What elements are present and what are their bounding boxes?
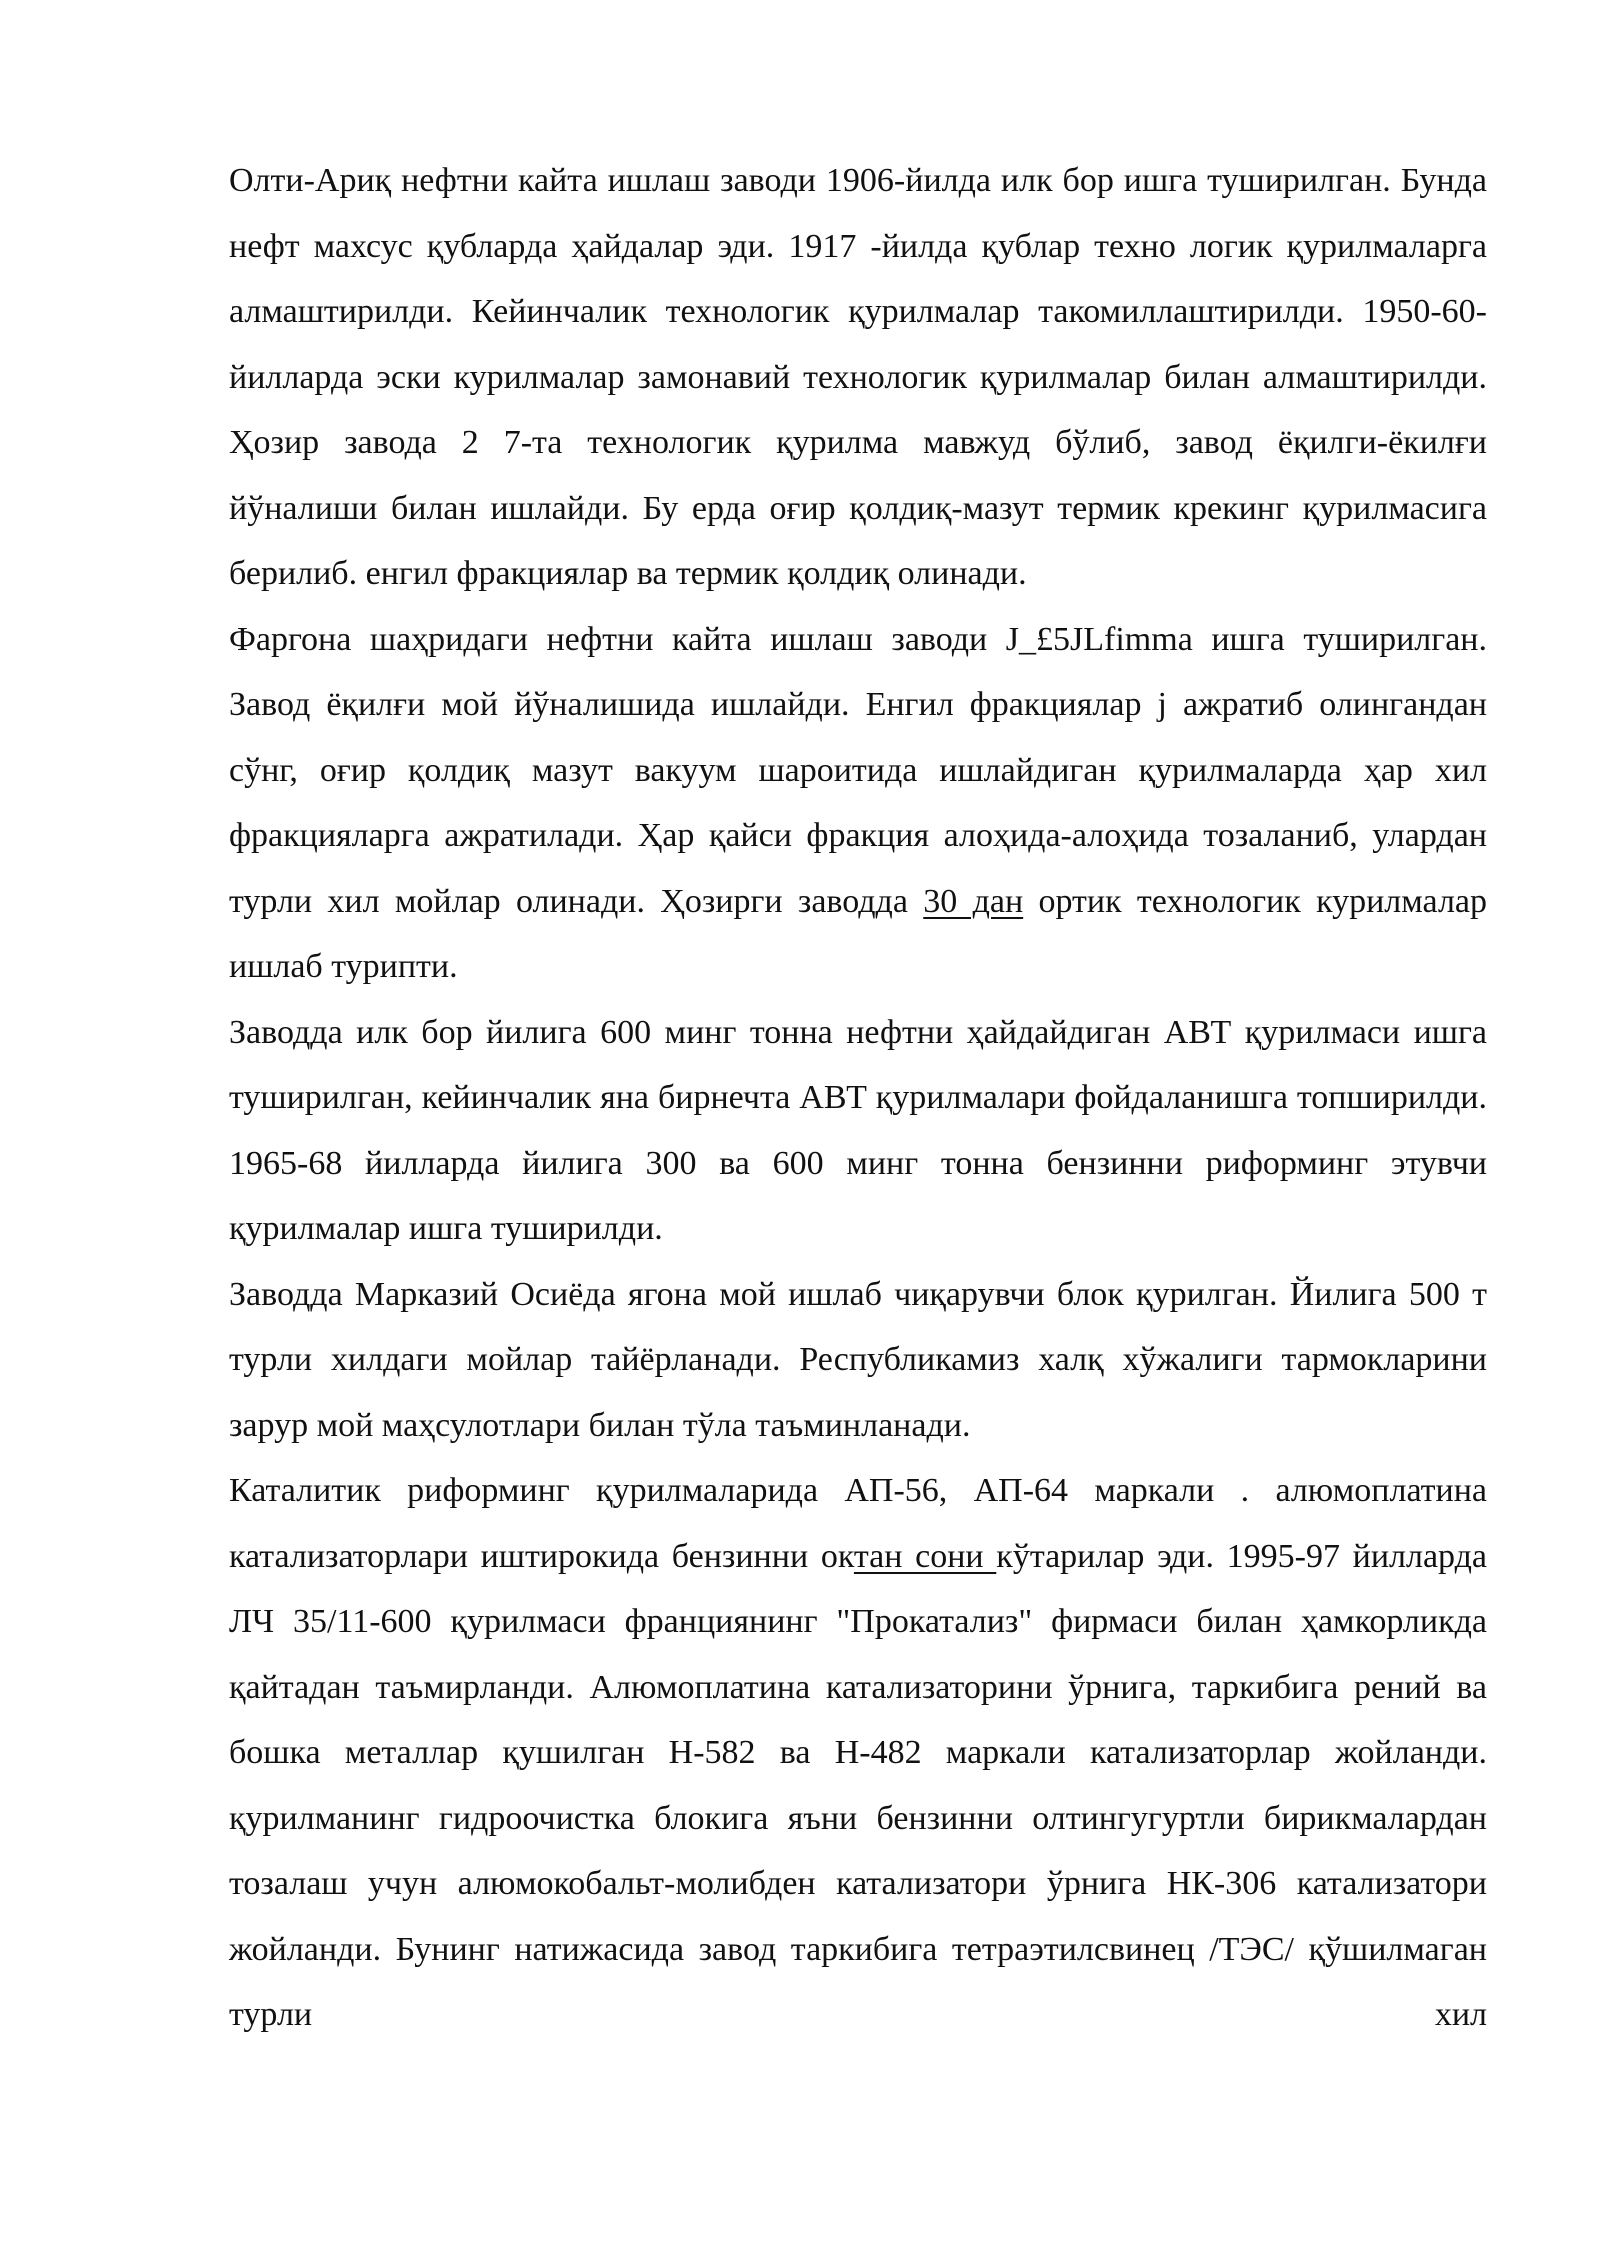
paragraph-text-after: кўтарилар эди. 1995-97 йилларда ЛЧ 35/11-600 қурилмаси франциянинг "Прокатализ" фирмаси билан ҳамкорликда қайтадан таъмирланди. Алюмоплатина катализаторини ўрнига, таркибига рений ва бошка металлар қушилган Н-582 ва Н-482 маркали катализаторлар жойланди. қурилманинг гидроочистка блокига яъни бензинни олтингугуртли бирикмалардан тозалаш учун алюмокобальт-молибден катализатори ўрнига НК-306 катализатори жойланди. Бунинг натижасида завод таркибига тетраэтилсвинец /ТЭС/ қўшилмаган турли хил <box>229 1537 1487 2033</box>
paragraph-text: Фаргона шаҳридаги нефтни кайта ишлаш заводи J_£5JLfimma ишга туширилган. Завод ёқилғи мой йўналишида ишлайди. Енгил фракциялар j ажратиб олингандан сўнг, оғир қолдиқ мазут вакуум шароитида ишлайдиган қурилмаларда ҳар хил фракцияларга ажратилади. Ҳар қайси фракция алоҳида-алоҳида тозаланиб, улардан турли хил мойлар олинади. Ҳозирги заводда <box>229 620 1487 920</box>
paragraph-text-after: ортик технологик курилмалар ишлаб турипти. <box>229 882 1487 985</box>
paragraph-fargona <box>229 607 1487 1000</box>
paragraph-text: Заводда Марказий Осиёда ягона мой ишлаб чиқарувчи блок қурилган. Йилига 500 т турли хилдаги мойлар тайёрланади. Республикамиз халқ хўжалиги тармокларини зарур мой маҳсулотлари билан тўла таъминланади. <box>229 1275 1487 1444</box>
paragraph-text: Каталитик риформинг қурилмаларида АП-56, АП-64 маркали . алюмоплатина катализаторлари иштирокида бензинни ок <box>229 1472 1487 1575</box>
paragraph-text: Олти-Ариқ нефтни кайта ишлаш заводи 1906-йилда илк бор ишга туширилган. Бунда нефт махсус қубларда ҳайдалар эди. 1917 -йилда қублар техно логик қурилмаларга алмаштирилди. Кейинчалик технологик қурилмалар такомиллаштирилди. 1950-60-йилларда эски курилмалар замонавий технологик қурилмалар билан алмаштирилди. Ҳозир завода 2 7-та технологик қурилма мавжуд бўлиб, завод ёқилги-ёкилғи йўналиши билан ишлайди. Бу ерда оғир қолдиқ-мазут термик крекинг қурилмасига берилиб. енгил фракциялар ва термик қолдиқ олинади. <box>229 162 1487 592</box>
underlined-text: тан сони <box>853 1537 997 1575</box>
paragraph-olti-ariq <box>229 148 1487 607</box>
document-page <box>229 148 1487 2048</box>
paragraph-avt <box>229 1000 1487 1262</box>
paragraph-reforming <box>229 1458 1487 2048</box>
paragraph-oil-block <box>229 1262 1487 1459</box>
paragraph-text: Заводда илк бор йилига 600 минг тонна нефтни ҳайдайдиган АВТ қурилмаси ишга туширилган, кейинчалик яна бирнечта АВТ қурилмалари фойдаланишга топширилди. 1965-68 йилларда йилига 300 ва 600 минг тонна бензинни риформинг этувчи қурилмалар ишга туширилди. <box>229 1013 1487 1247</box>
underlined-text: 30 дан <box>923 882 1024 920</box>
